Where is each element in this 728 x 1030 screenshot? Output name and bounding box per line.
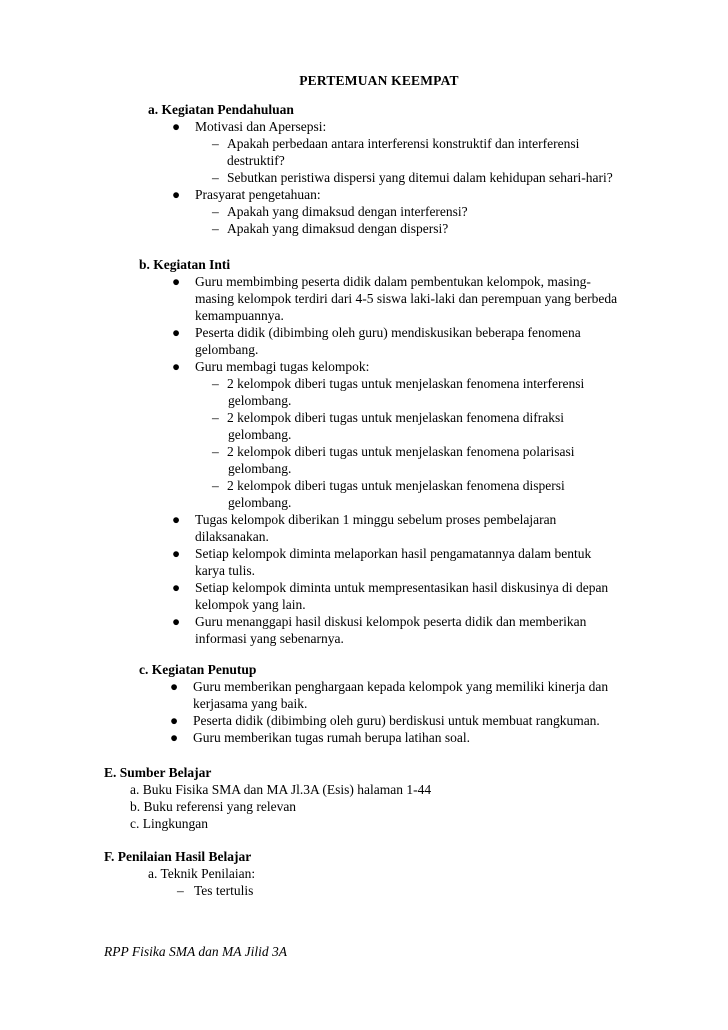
list-item: ● Guru membagi tugas kelompok: — [172, 359, 370, 374]
list-item: c. Lingkungan — [130, 816, 208, 831]
dash-icon: – — [212, 136, 219, 151]
bullet-icon: ● — [172, 274, 181, 289]
bullet-icon: ● — [172, 359, 181, 374]
list-item: ● Guru memberikan penghargaan kepada kelompok yang memiliki kinerja dan — [170, 679, 609, 694]
dash-icon: – — [212, 478, 219, 493]
sub-item: – Tes tertulis — [177, 883, 254, 898]
sub-item: – 2 kelompok diberi tugas untuk menjelaskan fenomena difraksi — [212, 410, 565, 425]
bullet-icon: ● — [172, 119, 181, 134]
bullet-icon: ● — [172, 325, 181, 340]
bullet-icon: ● — [172, 187, 181, 202]
dash-icon: – — [212, 221, 219, 236]
page-title: PERTEMUAN KEEMPAT — [299, 73, 459, 88]
section-e — [0, 764, 728, 832]
bullet-icon: ● — [170, 730, 179, 745]
list-item: ● Peserta didik (dibimbing oleh guru) berdiskusi untuk membuat rangkuman. — [170, 713, 600, 728]
list-item: ● Tugas kelompok diberikan 1 minggu sebelum proses pembelajaran — [172, 512, 557, 527]
section-f — [0, 848, 728, 899]
bullet-icon: ● — [172, 614, 181, 629]
section-e-heading: E. Sumber Belajar — [104, 765, 212, 780]
list-item: b. Buku referensi yang relevan — [130, 799, 297, 814]
sub-item: – Sebutkan peristiwa dispersi yang ditemui dalam kehidupan sehari-hari? — [212, 170, 613, 185]
sub-item: – 2 kelompok diberi tugas untuk menjelaskan fenomena dispersi — [212, 478, 565, 493]
list-item: ● Prasyarat pengetahuan: — [172, 187, 321, 202]
dash-icon: – — [212, 376, 219, 391]
section-f-heading: F. Penilaian Hasil Belajar — [104, 849, 252, 864]
sub-item: – Apakah perbedaan antara interferensi konstruktif dan interferensi — [212, 136, 580, 151]
list-item: ● Motivasi dan Apersepsi: — [172, 119, 327, 134]
page-footer: RPP Fisika SMA dan MA Jilid 3A — [104, 944, 287, 959]
sub-item: – 2 kelompok diberi tugas untuk menjelaskan fenomena polarisasi — [212, 444, 575, 459]
section-b: b. Kegiatan Inti ● Guru membimbing peserta didik dalam pembentukan kelompok, masing- masing kelompok terdiri dari 4-5 siswa laki-laki dan perempuan yang berbeda kemampuannya. ● Peserta didik (dibimbing oleh guru) mendiskusikan beberapa fenomena gelombang. ● Guru membagi tugas kelompok: – 2 kelompok diberi tugas untuk menjelaskan fenomena interferensi gelombang. – 2 kelompok diberi tugas untuk menjelaskan fenomena difraksi gelombang. – 2 kelompok diberi tugas untuk menjelaskan fenomena polarisasi gelombang. – 2 kelompok diberi tugas untuk menjelaskan fenomena dispersi gelombang. ● Tugas kelompok diberikan 1 minggu sebelum proses pembelajaran dilaksanakan. ● Setiap kelompok diminta melaporkan hasil pengamatannya dalam bentuk karya tulis. ● Setiap kelompok diminta untuk mempresentasikan hasil diskusinya di depan kelompok yang lain. ● Guru menanggapi hasil diskusi kelompok peserta didik dan memberikan informasi yang sebenarnya. — [0, 256, 728, 647]
bullet-icon: ● — [172, 580, 181, 595]
sub-item: – Apakah yang dimaksud dengan dispersi? — [212, 221, 449, 236]
sub-item: – 2 kelompok diberi tugas untuk menjelaskan fenomena interferensi — [212, 376, 585, 391]
list-item: ● Setiap kelompok diminta untuk mempresentasikan hasil diskusinya di depan — [172, 580, 609, 595]
dash-icon: – — [212, 444, 219, 459]
list-item: ● Guru menanggapi hasil diskusi kelompok peserta didik dan memberikan — [172, 614, 587, 629]
list-item: ● Guru memberikan tugas rumah berupa latihan soal. — [170, 730, 471, 745]
section-a: a. Kegiatan Pendahuluan ● Motivasi dan Apersepsi: – Apakah perbedaan antara interferensi konstruktif dan interferensi destruktif? – Sebutkan peristiwa dispersi yang ditemui dalam kehidupan sehari-hari? ● Prasyarat pengetahuan: – Apakah yang dimaksud dengan interferensi? – Apakah yang dimaksud dengan dispersi? — [0, 101, 728, 237]
list-item: ● Setiap kelompok diminta melaporkan hasil pengamatannya dalam bentuk — [172, 546, 592, 561]
dash-icon: – — [212, 410, 219, 425]
list-item: a. Buku Fisika SMA dan MA Jl.3A (Esis) halaman 1-44 — [130, 782, 432, 797]
section-b-heading: b. Kegiatan Inti — [139, 257, 231, 272]
list-item: ● Peserta didik (dibimbing oleh guru) mendiskusikan beberapa fenomena — [172, 325, 581, 340]
sub-item: – Apakah yang dimaksud dengan interferensi? — [212, 204, 468, 219]
dash-icon: – — [212, 204, 219, 219]
bullet-icon: ● — [170, 713, 179, 728]
list-item: ● Guru membimbing peserta didik dalam pembentukan kelompok, masing- — [172, 274, 591, 289]
section-f-subheading: a. Teknik Penilaian: — [148, 866, 256, 881]
section-c-heading: c. Kegiatan Penutup — [139, 662, 257, 677]
dash-icon: – — [177, 883, 184, 898]
bullet-icon: ● — [170, 679, 179, 694]
bullet-icon: ● — [172, 512, 181, 527]
section-c: c. Kegiatan Penutup ● Guru memberikan penghargaan kepada kelompok yang memiliki kinerja dan kerjasama yang baik. ● Peserta didik (dibimbing oleh guru) berdiskusi untuk membuat rangkuman. ● Guru memberikan tugas rumah berupa latihan soal. — [0, 661, 728, 746]
section-a-heading: a. Kegiatan Pendahuluan — [148, 102, 294, 117]
bullet-icon: ● — [172, 546, 181, 561]
dash-icon: – — [212, 170, 219, 185]
